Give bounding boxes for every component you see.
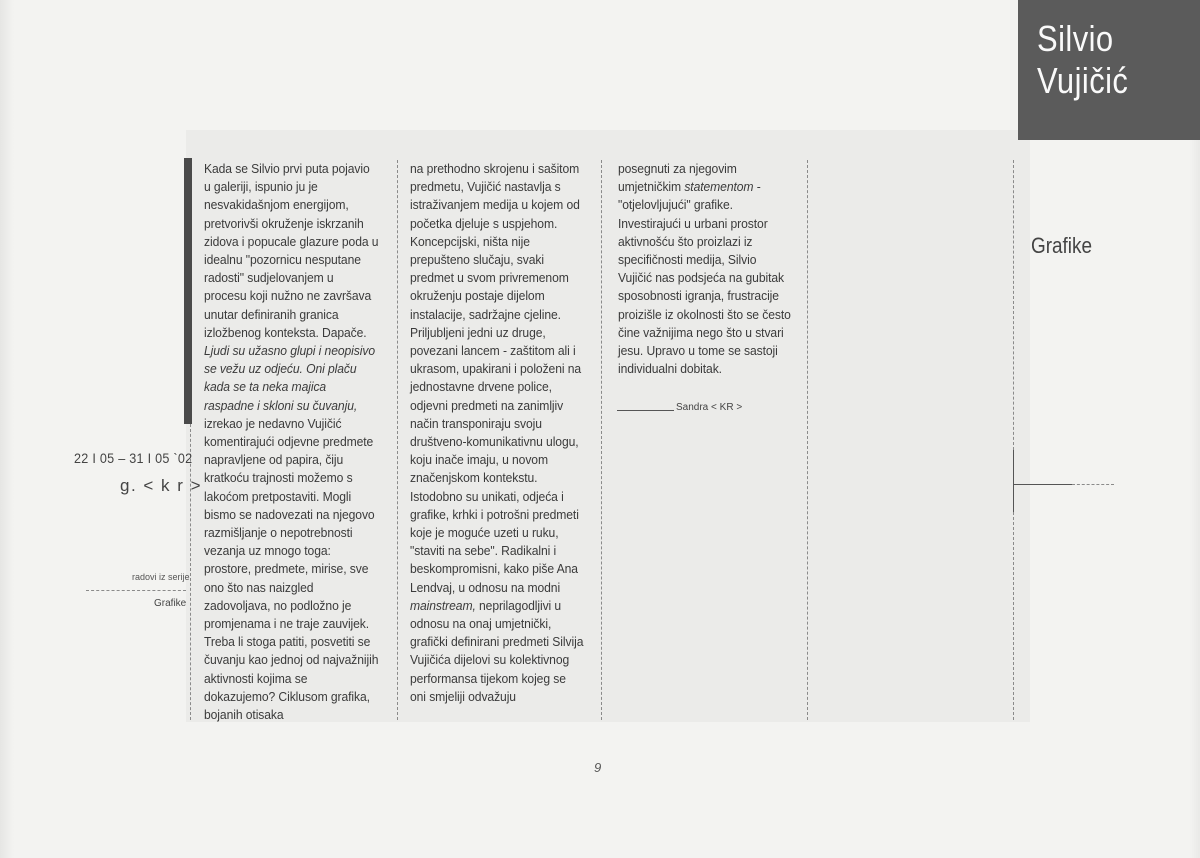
author-first-name: Silvio <box>1037 18 1114 59</box>
marker-horizontal-line <box>1014 484 1072 485</box>
column-divider <box>807 160 808 720</box>
column-divider <box>1013 160 1014 450</box>
page-number: 9 <box>594 760 602 775</box>
venue-label: g. < k r > <box>120 476 203 495</box>
article-quote: Ljudi su užasno glupi i neopisivo se vežu uz odjeću. Oni plaču kada se ta neka majica raspadne i skloni su čuvanju, <box>204 343 375 413</box>
article-text: na prethodno skrojenu i sašitom predmetu, Vujičić nastavlja s istraživanjem medija u kojem od početka djeluje s uspjehom. Koncepcijski, ništa nije prepušteno slučaju, svaki predmet u svom privremenom okruženju postaje dijelom instalacije, sadržajne cjeline. Priljubljeni jedni uz druge, povezani lancem - zaštitom ali i ukrasom, upakirani i položeni na jednostavne drvene police, odjevni predmeti na zanimljiv način transponiraju svoju društveno-komunikativnu ulogu, koju inače imaju, u novom značenjskom kontekstu. Istodobno su unikati, odjeća i grafike, krhki i potrošni predmeti koje je moguće uzeti u ruku, "staviti na sebe". Radikalni i beskompromisni, kako piše Ana Lendvaj, u odnosu na modni <box>410 161 582 595</box>
marker-vertical-line <box>1013 450 1014 512</box>
column-divider <box>397 160 398 720</box>
article-text: posegnuti za njegovim umjetničkim <box>618 161 737 195</box>
article-column-3 <box>618 160 803 720</box>
article-paragraph <box>204 160 379 724</box>
signature-line <box>617 410 674 411</box>
article-text: izrekao je nedavno Vujičić komentirajući odjevne predmete napravljene od papira, čiju kratkoću trajnosti možemo s lakoćom pretpostaviti. Mogli bismo se nadovezati na njegovo razmišljanje o nepotrebnosti vezanja uz mnogo toga: prostore, predmete, mirise, sve ono što nas naizgled zadovoljava, no podložno je promjenama i ne traje zauvijek. Treba li stoga patiti, posvetiti se čuvanju kao jednoj od najvažnijih aktivnosti kojima se dokazujemo? Ciklusom grafika, bojanih otisaka <box>204 415 379 723</box>
exhibition-date: 22 I 05 – 31 I 05 `02 <box>74 450 193 466</box>
accent-bar <box>184 158 192 424</box>
series-label: radovi iz serije <box>132 572 190 582</box>
article-text: Kada se Silvio prvi puta pojavio u galeriji, ispunio ju je nesvakidašnjom energijom, pretvorivši okruženje iskrzanih zidova i popucale glazure poda u idealnu "pozornicu nesputane radosti" sudjelovanjem u procesu koji nužno ne završava unutar definiranih granica izložbenog konteksta. Dapače. <box>204 161 379 340</box>
article-text: neprilagodljivi u odnosu na onaj umjetnički, grafički definirani predmeti Silvija Vujičića dijelovi su kolektivnog performansa tijekom kojeg se oni smjeliji odvažuju <box>410 597 584 704</box>
article-paragraph <box>410 160 585 706</box>
section-label: Grafike <box>1031 233 1092 258</box>
column-divider <box>601 160 602 720</box>
article-text: - "otjelovljujući" grafike. Investirajući u urbani prostor aktivnošću što proizlazi iz specifičnosti medija, Silvio Vujičić nas podsjeća na gubitak sposobnosti igranja, frustracije proizišle iz okolnosti što se često čine važnijima nego što u stvari jesu. Upravo u tome se sastoji individualni dobitak. <box>618 179 791 377</box>
series-name: Grafike <box>154 598 187 609</box>
article-column-2 <box>410 160 595 720</box>
author-last-name: Vujičić <box>1037 60 1129 101</box>
signature: Sandra < KR > <box>676 402 743 413</box>
column-divider <box>1013 512 1014 720</box>
article-emphasis: mainstream, <box>410 597 476 613</box>
author-title-box <box>1018 0 1200 140</box>
article-column-1 <box>204 160 389 723</box>
marker-dashed-line <box>1072 484 1114 485</box>
article-emphasis: statementom <box>684 179 754 195</box>
article-paragraph <box>618 160 793 378</box>
series-divider <box>86 590 186 591</box>
column-divider <box>190 424 191 720</box>
